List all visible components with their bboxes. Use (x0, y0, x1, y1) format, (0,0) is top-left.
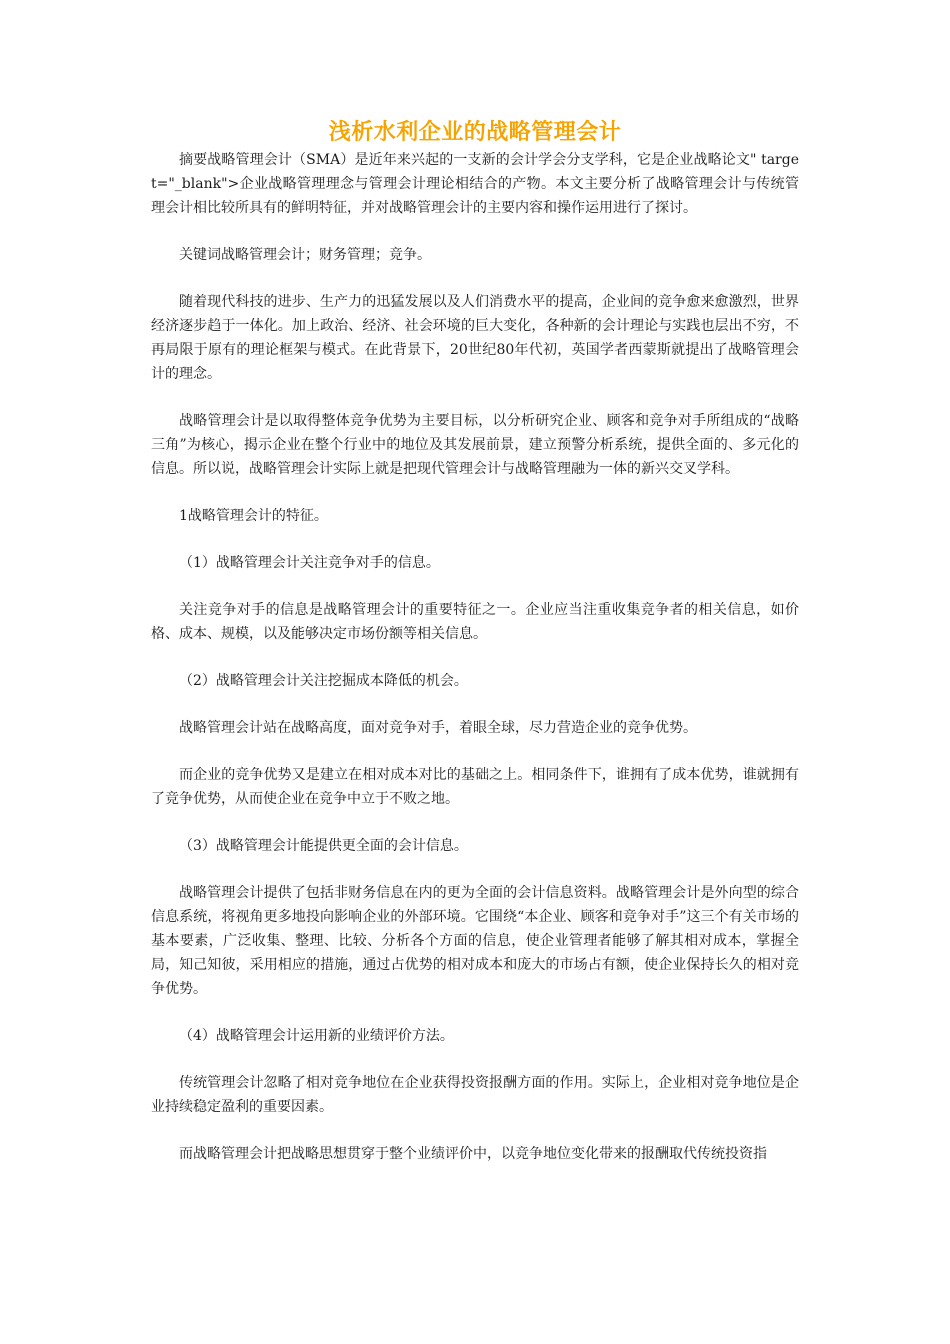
body-paragraph: 战略管理会计提供了包括非财务信息在内的更为全面的会计信息资料。战略管理会计是外向型的综合信息系统，将视角更多地投向影响企业的外部环境。它围绕“本企业、顾客和竞争对手”这三个有关市场的基本要素，广泛收集、整理、比较、分析各个方面的信息，使企业管理者能够了解其相对成本，掌握全局，知己知彼，采用相应的措施，通过占优势的相对成本和庞大的市场占有额，使企业保持长久的相对竞争优势。 (151, 885, 799, 997)
body-paragraph: 随着现代科技的进步、生产力的迅猛发展以及人们消费水平的提高，企业间的竞争愈来愈激烈，世界经济逐步趋于一体化。加上政治、经济、社会环境的巨大变化，各种新的会计理论与实践也层出不穷，不再局限于原有的理论框架与模式。在此背景下，20世纪80年代初，英国学者西蒙斯就提出了战略管理会计的理念。 (151, 294, 799, 382)
body-paragraph: 关注竞争对手的信息是战略管理会计的重要特征之一。企业应当注重收集竞争者的相关信息，如价格、成本、规模，以及能够决定市场份额等相关信息。 (151, 602, 799, 642)
body-paragraph: 战略管理会计站在战略高度，面对竞争对手，着眼全球，尽力营造企业的竞争优势。 (179, 720, 697, 736)
body-paragraph: 而战略管理会计把战略思想贯穿于整个业绩评价中，以竞争地位变化带来的报酬取代传统投资指 (179, 1146, 767, 1162)
abstract-paragraph: 摘要战略管理会计（SMA）是近年来兴起的一支新的会计学会分支学科，它是企业战略论文" target="_blank">企业战略管理理念与管理会计理论相结合的产物。本文主要分析了战略管理会计与传统管理会计相比较所具有的鲜明特征，并对战略管理会计的主要内容和操作运用进行了探讨。 (151, 152, 799, 216)
body-paragraph: 而企业的竞争优势又是建立在相对成本对比的基础之上。相同条件下，谁拥有了成本优势，谁就拥有了竞争优势，从而使企业在竞争中立于不败之地。 (151, 767, 799, 807)
body-paragraph: 战略管理会计是以取得整体竞争优势为主要目标，以分析研究企业、顾客和竞争对手所组成的“战略三角”为核心，揭示企业在整个行业中的地位及其发展前景，建立预警分析系统，提供全面的、多元化的信息。所以说，战略管理会计实际上就是把现代管理会计与战略管理融为一体的新兴交叉学科。 (151, 413, 799, 477)
keywords-paragraph: 关键词战略管理会计；财务管理；竞争。 (179, 247, 431, 263)
section-heading: 1战略管理会计的特征。 (179, 508, 328, 524)
document-body (151, 148, 799, 1189)
subsection-heading: （2）战略管理会计关注挖掘成本降低的机会。 (179, 673, 468, 689)
subsection-heading: （1）战略管理会计关注竞争对手的信息。 (179, 555, 440, 571)
subsection-heading: （4）战略管理会计运用新的业绩评价方法。 (179, 1028, 454, 1044)
subsection-heading: （3）战略管理会计能提供更全面的会计信息。 (179, 838, 468, 854)
document-title: 浅析水利企业的战略管理会计 (328, 120, 622, 145)
body-paragraph: 传统管理会计忽略了相对竞争地位在企业获得投资报酬方面的作用。实际上，企业相对竞争地位是企业持续稳定盈利的重要因素。 (151, 1075, 799, 1115)
